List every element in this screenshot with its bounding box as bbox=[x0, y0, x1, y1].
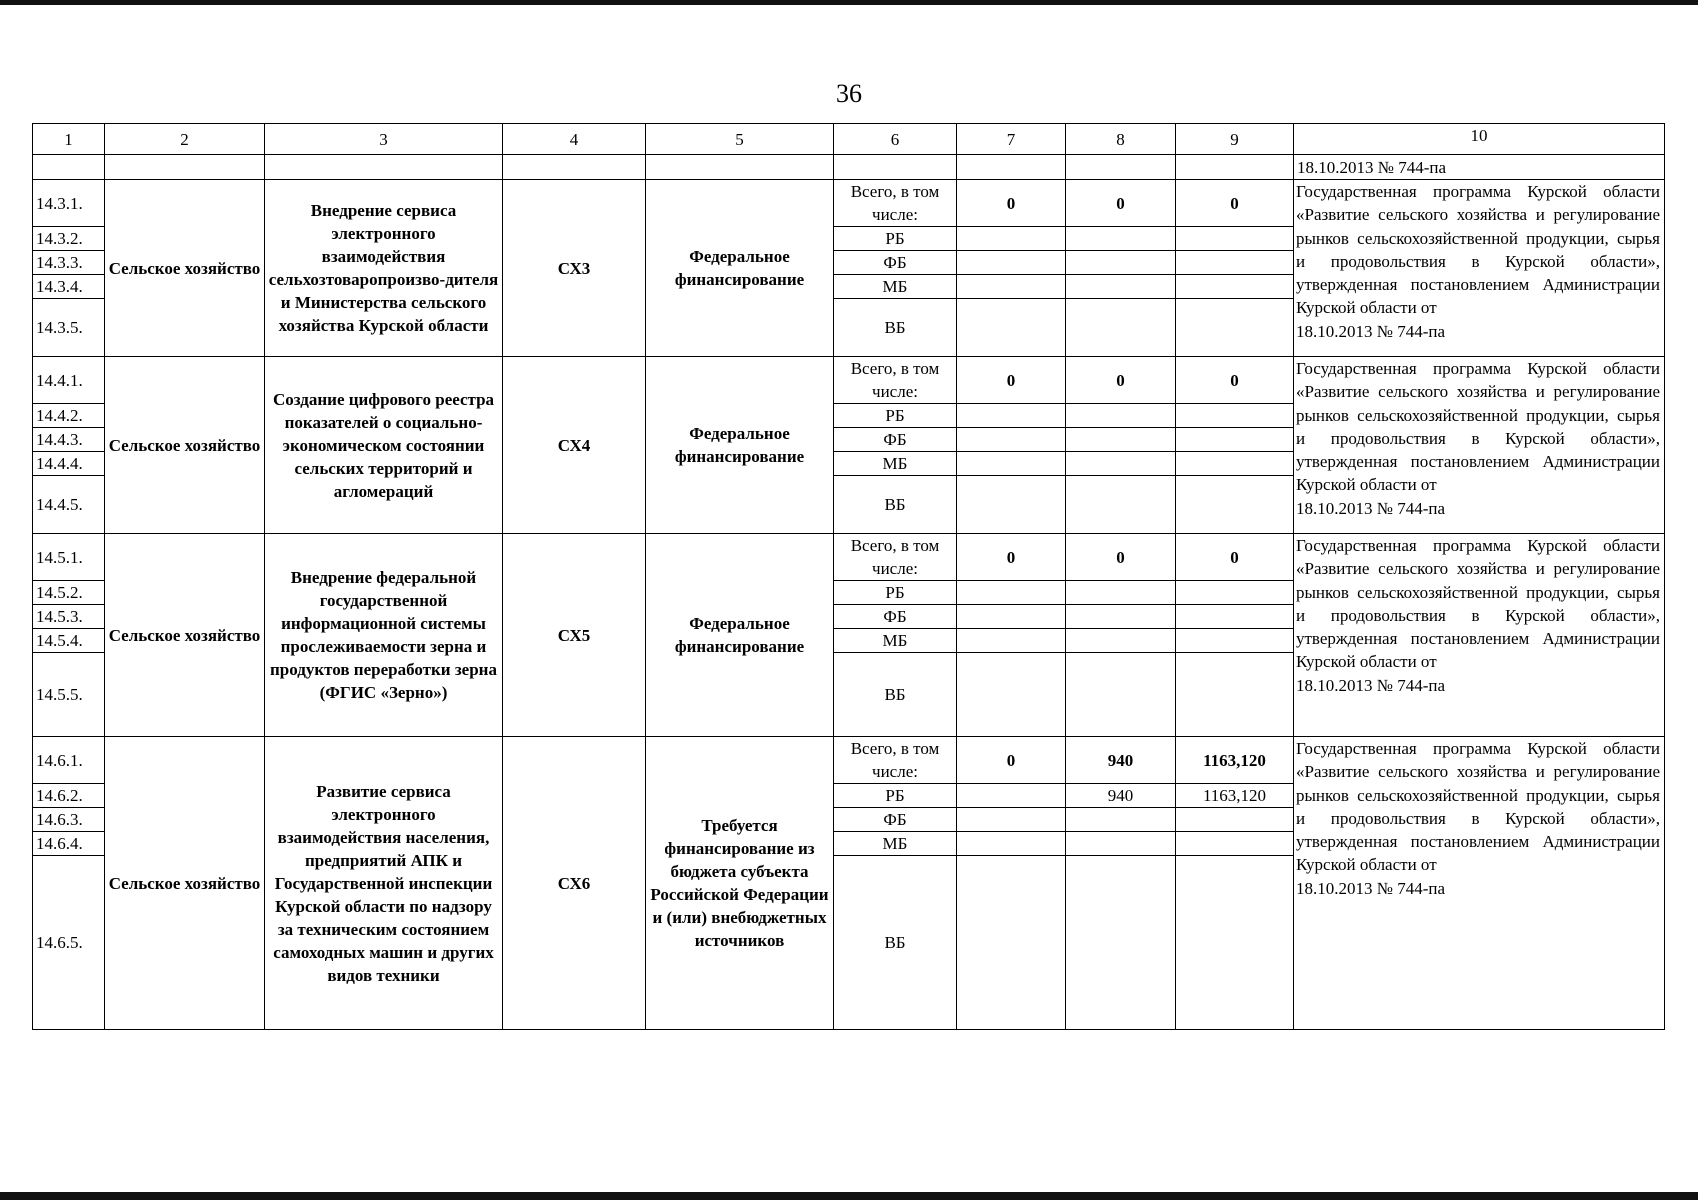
value-col9 bbox=[1176, 581, 1294, 605]
source-document-cell bbox=[1294, 534, 1665, 737]
industry-cell: Сельское хозяйство bbox=[105, 357, 265, 534]
value-col7 bbox=[957, 476, 1066, 534]
industry-cell: Сельское хозяйство bbox=[105, 737, 265, 1030]
value-col9: 0 bbox=[1176, 534, 1294, 581]
item-code: 14.3.4. bbox=[33, 275, 105, 299]
value-col7: 0 bbox=[957, 737, 1066, 784]
code-cell: СХ4 bbox=[503, 357, 646, 534]
column-header: 10 bbox=[1294, 124, 1665, 155]
budget-label: РБ bbox=[834, 581, 957, 605]
value-col9 bbox=[1176, 452, 1294, 476]
column-header: 1 bbox=[33, 124, 105, 155]
value-col9 bbox=[1176, 404, 1294, 428]
financing-cell: Требуется финансирование из бюджета субъекта Российской Федерации и (или) внебюджетных источников bbox=[646, 737, 834, 1030]
item-code: 14.4.3. bbox=[33, 428, 105, 452]
value-col7 bbox=[957, 275, 1066, 299]
item-code: 14.5.1. bbox=[33, 534, 105, 581]
budget-label: ФБ bbox=[834, 428, 957, 452]
value-col7: 0 bbox=[957, 180, 1066, 227]
value-col7 bbox=[957, 251, 1066, 275]
table-row bbox=[33, 534, 1665, 581]
value-col9 bbox=[1176, 605, 1294, 629]
budget-label: Всего, в том числе: bbox=[834, 357, 957, 404]
continuation-row bbox=[33, 155, 1665, 180]
value-col7 bbox=[957, 428, 1066, 452]
budget-label: Всего, в том числе: bbox=[834, 534, 957, 581]
value-col7 bbox=[957, 605, 1066, 629]
continuation-source-text: 18.10.2013 № 744-па bbox=[1294, 155, 1665, 180]
budget-label: МБ bbox=[834, 452, 957, 476]
value-col8 bbox=[1066, 404, 1176, 428]
column-header: 3 bbox=[265, 124, 503, 155]
value-col8 bbox=[1066, 808, 1176, 832]
page-number: 36 bbox=[836, 79, 862, 108]
budget-label: ВБ bbox=[834, 299, 957, 357]
value-col8 bbox=[1066, 653, 1176, 737]
source-date: 18.10.2013 № 744-па bbox=[1296, 321, 1446, 341]
value-col8 bbox=[1066, 856, 1176, 1030]
budget-label: Всего, в том числе: bbox=[834, 737, 957, 784]
budget-label: ВБ bbox=[834, 476, 957, 534]
item-code: 14.6.5. bbox=[33, 856, 105, 1030]
item-code: 14.4.2. bbox=[33, 404, 105, 428]
item-code: 14.3.1. bbox=[33, 180, 105, 227]
value-col8 bbox=[1066, 629, 1176, 653]
value-col7 bbox=[957, 832, 1066, 856]
value-col7: 0 bbox=[957, 357, 1066, 404]
code-cell: СХ5 bbox=[503, 534, 646, 737]
budget-label: МБ bbox=[834, 629, 957, 653]
value-col9: 1163,120 bbox=[1176, 784, 1294, 808]
program-table bbox=[32, 123, 1665, 1030]
value-col8 bbox=[1066, 428, 1176, 452]
value-col9 bbox=[1176, 808, 1294, 832]
column-header: 7 bbox=[957, 124, 1066, 155]
source-date: 18.10.2013 № 744-па bbox=[1296, 878, 1446, 898]
value-col8 bbox=[1066, 605, 1176, 629]
value-col7 bbox=[957, 227, 1066, 251]
value-col9 bbox=[1176, 476, 1294, 534]
item-code: 14.6.4. bbox=[33, 832, 105, 856]
value-col7 bbox=[957, 784, 1066, 808]
value-col8 bbox=[1066, 452, 1176, 476]
item-code: 14.4.1. bbox=[33, 357, 105, 404]
column-header: 5 bbox=[646, 124, 834, 155]
value-col8 bbox=[1066, 227, 1176, 251]
column-header: 4 bbox=[503, 124, 646, 155]
value-col9 bbox=[1176, 629, 1294, 653]
value-col7 bbox=[957, 856, 1066, 1030]
source-text: Государственная программа Курской области «Развитие сельского хозяйства и регулирование рынков сельскохозяйственной продукции, сырья и продовольствия в Курской области», утвержденная постановлением Администрации Курской области от bbox=[1296, 739, 1660, 875]
code-cell: СХ6 bbox=[503, 737, 646, 1030]
budget-label: РБ bbox=[834, 227, 957, 251]
value-col7 bbox=[957, 299, 1066, 357]
budget-label: МБ bbox=[834, 832, 957, 856]
code-cell: СХ3 bbox=[503, 180, 646, 357]
source-text: Государственная программа Курской области «Развитие сельского хозяйства и регулирование рынков сельскохозяйственной продукции, сырья и продовольствия в Курской области», утвержденная постановлением Администрации Курской области от bbox=[1296, 182, 1660, 318]
value-col7 bbox=[957, 629, 1066, 653]
description-cell: Создание цифрового реестра показателей о социально-экономическом состоянии сельских территорий и агломераций bbox=[265, 357, 503, 534]
scan-edge-top bbox=[0, 0, 1698, 5]
item-code: 14.4.4. bbox=[33, 452, 105, 476]
item-code: 14.4.5. bbox=[33, 476, 105, 534]
value-col8: 0 bbox=[1066, 180, 1176, 227]
financing-cell: Федеральное финансирование bbox=[646, 180, 834, 357]
value-col9: 0 bbox=[1176, 357, 1294, 404]
budget-label: ФБ bbox=[834, 605, 957, 629]
value-col7 bbox=[957, 404, 1066, 428]
column-header: 2 bbox=[105, 124, 265, 155]
budget-label: Всего, в том числе: bbox=[834, 180, 957, 227]
value-col8 bbox=[1066, 832, 1176, 856]
industry-cell: Сельское хозяйство bbox=[105, 180, 265, 357]
value-col8: 0 bbox=[1066, 534, 1176, 581]
description-cell: Внедрение федеральной государственной информационной системы прослеживаемости зерна и продуктов переработки зерна (ФГИС «Зерно») bbox=[265, 534, 503, 737]
description-cell: Развитие сервиса электронного взаимодействия населения, предприятий АПК и Государственной инспекции Курской области по надзору за техническим состоянием самоходных машин и других видов техники bbox=[265, 737, 503, 1030]
description-cell: Внедрение сервиса электронного взаимодействия сельхозтоваропроизво-дителя и Министерства сельского хозяйства Курской области bbox=[265, 180, 503, 357]
value-col8: 940 bbox=[1066, 784, 1176, 808]
item-code: 14.3.5. bbox=[33, 299, 105, 357]
item-code: 14.6.2. bbox=[33, 784, 105, 808]
table-row bbox=[33, 357, 1665, 404]
source-text: Государственная программа Курской области «Развитие сельского хозяйства и регулирование рынков сельскохозяйственной продукции, сырья и продовольствия в Курской области», утвержденная постановлением Администрации Курской области от bbox=[1296, 536, 1660, 672]
industry-cell: Сельское хозяйство bbox=[105, 534, 265, 737]
value-col9 bbox=[1176, 653, 1294, 737]
value-col8: 0 bbox=[1066, 357, 1176, 404]
table-row bbox=[33, 737, 1665, 784]
value-col9 bbox=[1176, 856, 1294, 1030]
value-col9 bbox=[1176, 832, 1294, 856]
column-header: 6 bbox=[834, 124, 957, 155]
budget-label: ФБ bbox=[834, 808, 957, 832]
item-code: 14.3.3. bbox=[33, 251, 105, 275]
item-code: 14.5.3. bbox=[33, 605, 105, 629]
item-code: 14.5.4. bbox=[33, 629, 105, 653]
budget-label: ВБ bbox=[834, 856, 957, 1030]
scan-edge-bottom bbox=[0, 1192, 1698, 1200]
value-col9 bbox=[1176, 251, 1294, 275]
value-col7 bbox=[957, 653, 1066, 737]
column-header: 8 bbox=[1066, 124, 1176, 155]
value-col8: 940 bbox=[1066, 737, 1176, 784]
value-col7 bbox=[957, 808, 1066, 832]
item-code: 14.6.1. bbox=[33, 737, 105, 784]
value-col9: 1163,120 bbox=[1176, 737, 1294, 784]
source-date: 18.10.2013 № 744-па bbox=[1296, 675, 1446, 695]
value-col7 bbox=[957, 452, 1066, 476]
value-col9: 0 bbox=[1176, 180, 1294, 227]
value-col8 bbox=[1066, 299, 1176, 357]
budget-label: РБ bbox=[834, 404, 957, 428]
budget-label: РБ bbox=[834, 784, 957, 808]
source-document-cell bbox=[1294, 180, 1665, 357]
value-col8 bbox=[1066, 581, 1176, 605]
value-col7 bbox=[957, 581, 1066, 605]
value-col8 bbox=[1066, 251, 1176, 275]
budget-label: ВБ bbox=[834, 653, 957, 737]
item-code: 14.5.2. bbox=[33, 581, 105, 605]
value-col9 bbox=[1176, 299, 1294, 357]
budget-label: МБ bbox=[834, 275, 957, 299]
value-col8 bbox=[1066, 275, 1176, 299]
item-code: 14.5.5. bbox=[33, 653, 105, 737]
value-col9 bbox=[1176, 275, 1294, 299]
budget-label: ФБ bbox=[834, 251, 957, 275]
source-document-cell bbox=[1294, 737, 1665, 1030]
column-header: 9 bbox=[1176, 124, 1294, 155]
source-date: 18.10.2013 № 744-па bbox=[1296, 498, 1446, 518]
column-header-row bbox=[33, 124, 1665, 155]
value-col9 bbox=[1176, 428, 1294, 452]
financing-cell: Федеральное финансирование bbox=[646, 357, 834, 534]
value-col9 bbox=[1176, 227, 1294, 251]
item-code: 14.3.2. bbox=[33, 227, 105, 251]
value-col7: 0 bbox=[957, 534, 1066, 581]
financing-cell: Федеральное финансирование bbox=[646, 534, 834, 737]
source-document-cell bbox=[1294, 357, 1665, 534]
value-col8 bbox=[1066, 476, 1176, 534]
item-code: 14.6.3. bbox=[33, 808, 105, 832]
source-text: Государственная программа Курской области «Развитие сельского хозяйства и регулирование рынков сельскохозяйственной продукции, сырья и продовольствия в Курской области», утвержденная постановлением Администрации Курской области от bbox=[1296, 359, 1660, 495]
table-row bbox=[33, 180, 1665, 227]
